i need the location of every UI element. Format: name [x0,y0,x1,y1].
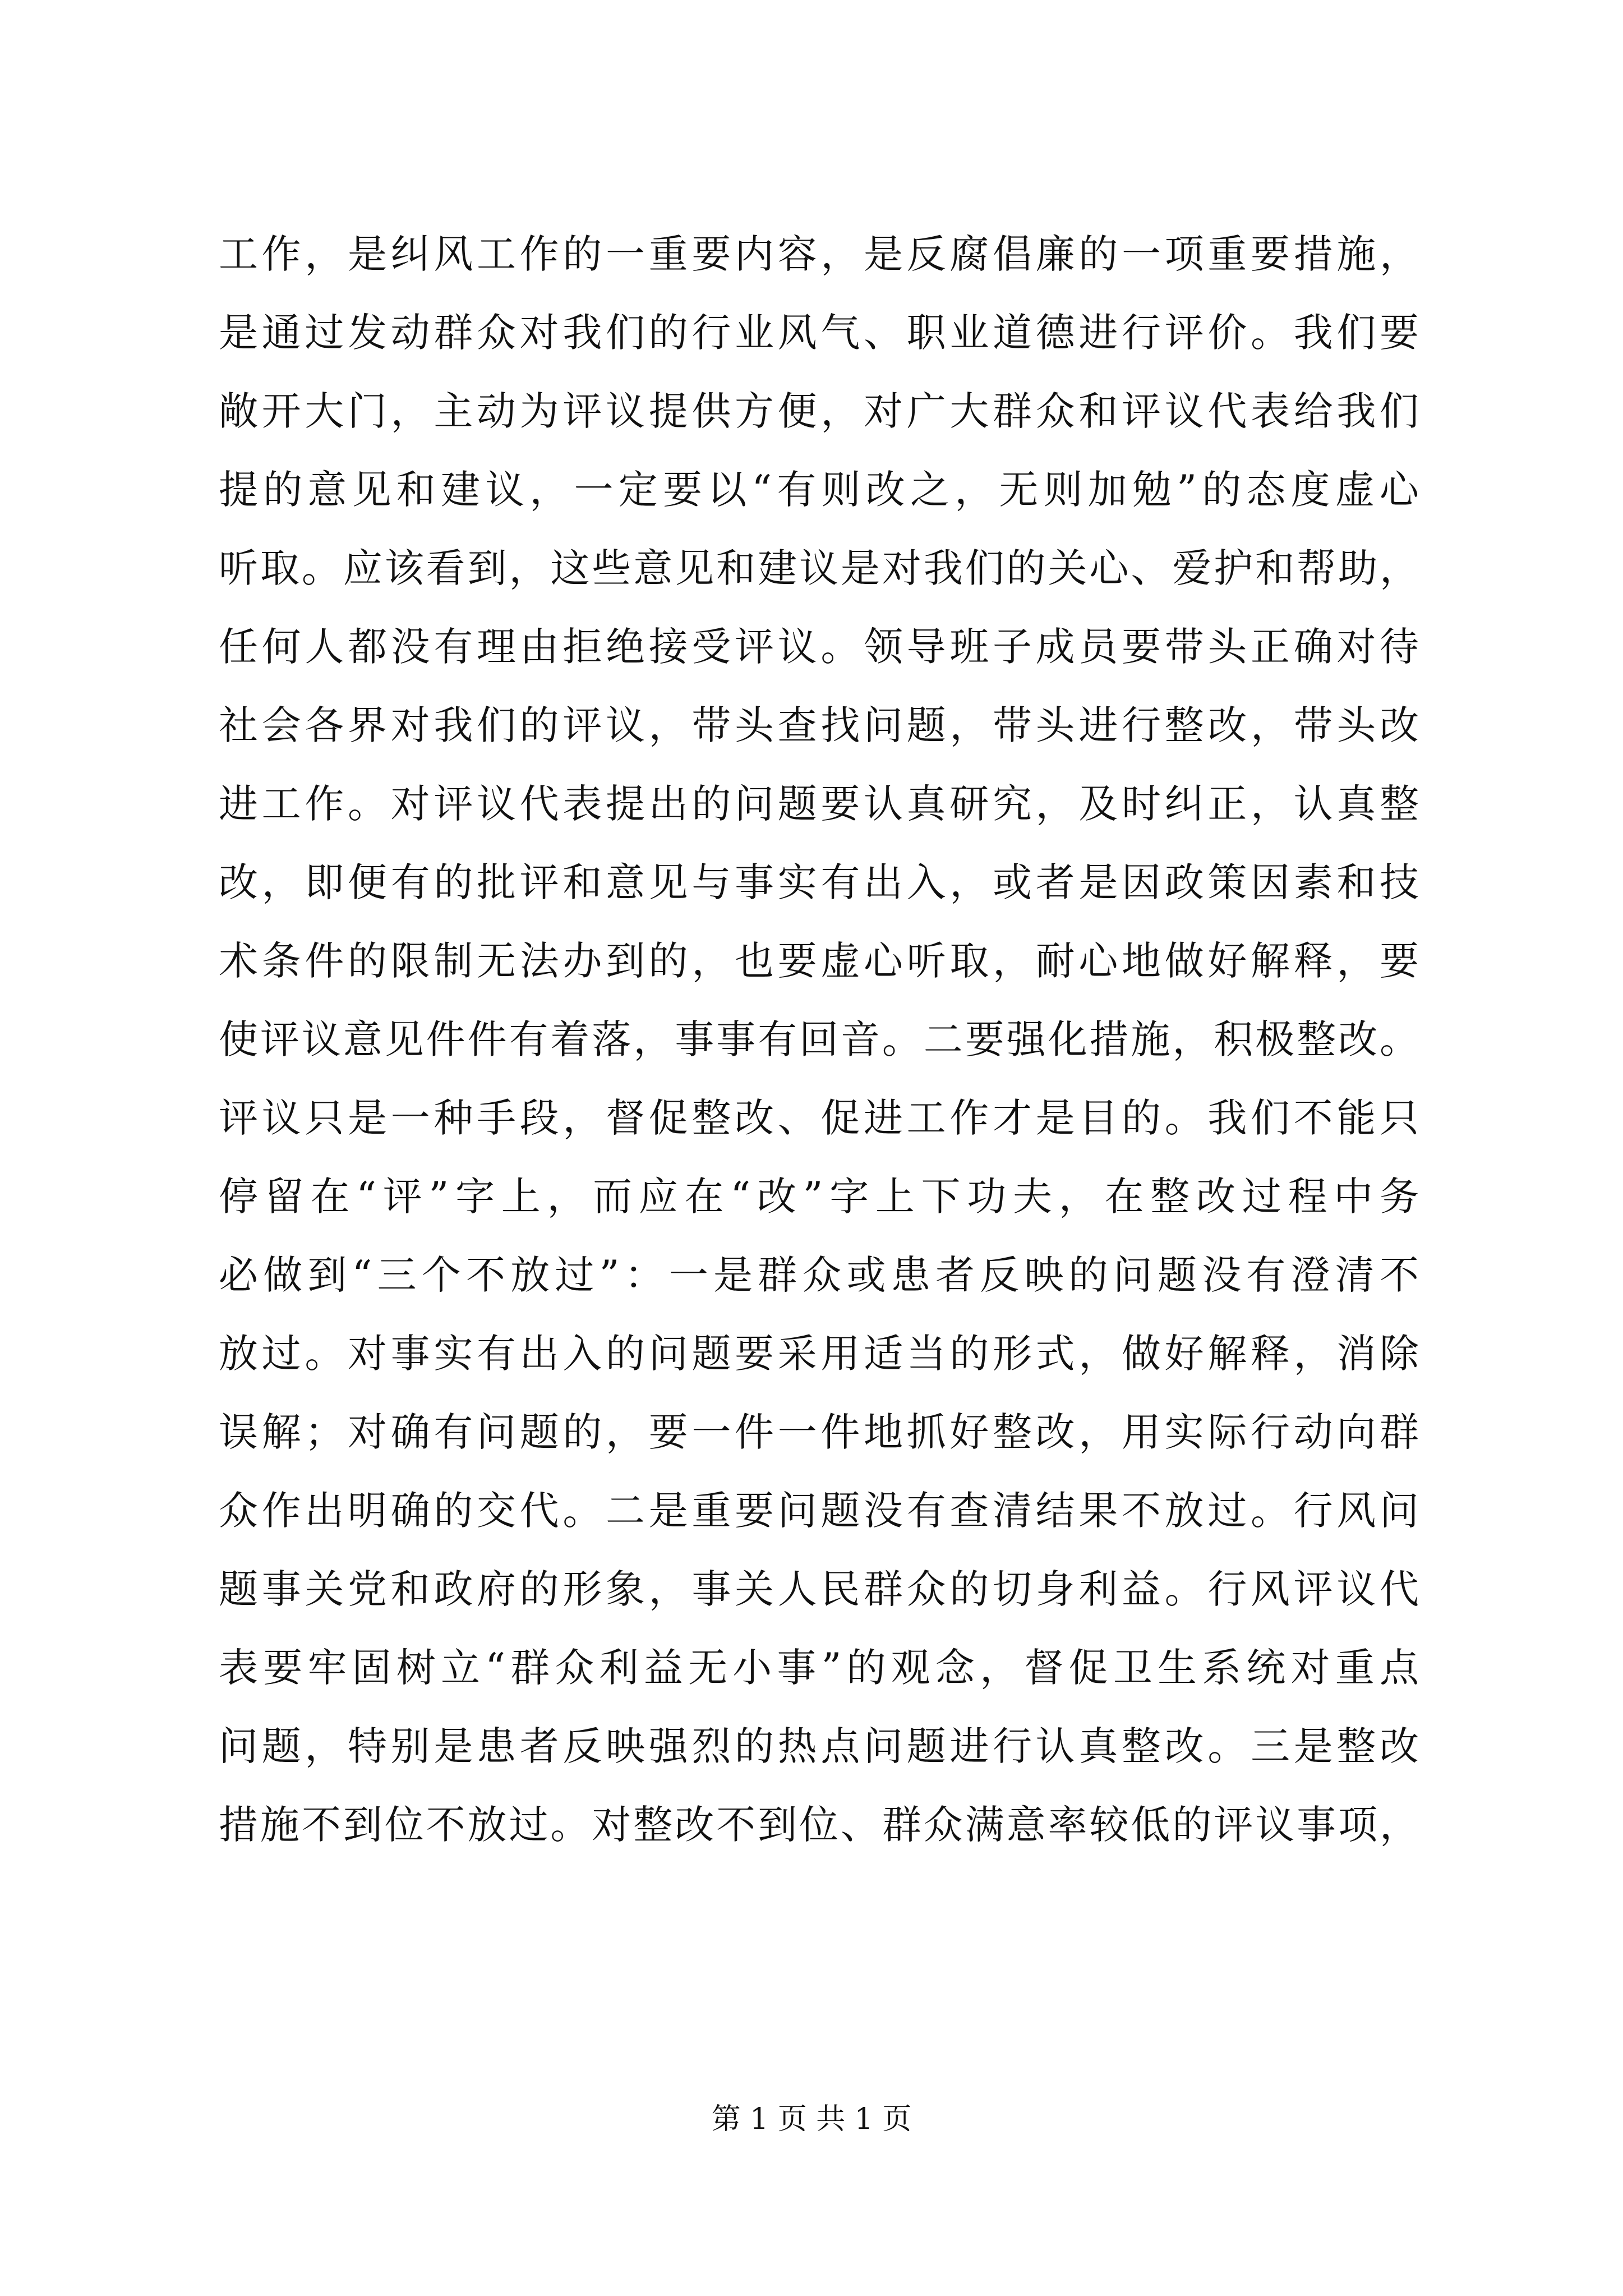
text-line: 社会各界对我们的评议，带头查找问题，带头进行整改，带头改 [219,702,1419,748]
text-line: 误解；对确有问题的，要一件一件地抓好整改，用实际行动向群 [219,1409,1419,1455]
page-footer [0,2097,1623,2142]
text-line: 放过。对事实有出入的问题要采用适当的形式，做好解释，消除 [219,1331,1419,1377]
text-line: 必做到“三个不放过”：一是群众或患者反映的问题没有澄清不 [219,1252,1419,1298]
text-line: 是通过发动群众对我们的行业风气、职业道德进行评价。我们要 [219,310,1419,356]
body-text [219,215,1419,1864]
text-line: 工作，是纠风工作的一重要内容，是反腐倡廉的一项重要措施， [219,231,1419,277]
text-line: 题事关党和政府的形象，事关人民群众的切身利益。行风评议代 [219,1566,1419,1612]
text-line: 术条件的限制无法办到的，也要虚心听取，耐心地做好解释，要 [219,938,1419,984]
text-line: 表要牢固树立“群众利益无小事”的观念，督促卫生系统对重点 [219,1645,1419,1691]
text-line: 任何人都没有理由拒绝接受评议。领导班子成员要带头正确对待 [219,624,1419,670]
text-line: 敞开大门，主动为评议提供方便，对广大群众和评议代表给我们 [219,388,1419,434]
text-line: 停留在“评”字上，而应在“改”字上下功夫，在整改过程中务 [219,1174,1419,1220]
text-line: 听取。应该看到，这些意见和建议是对我们的关心、爱护和帮助， [219,545,1419,591]
text-line: 众作出明确的交代。二是重要问题没有查清结果不放过。行风问 [219,1488,1419,1534]
text-line: 措施不到位不放过。对整改不到位、群众满意率较低的评议事项， [219,1802,1419,1848]
text-line: 提的意见和建议，一定要以“有则改之，无则加勉”的态度虚心 [219,467,1419,513]
text-line: 问题，特别是患者反映强烈的热点问题进行认真整改。三是整改 [219,1723,1419,1769]
text-line: 使评议意见件件有着落，事事有回音。二要强化措施，积极整改。 [219,1016,1419,1062]
text-line: 进工作。对评议代表提出的问题要认真研究，及时纠正，认真整 [219,781,1419,827]
text-line: 改，即便有的批评和意见与事实有出入，或者是因政策因素和技 [219,859,1419,905]
text-line: 评议只是一种手段，督促整改、促进工作才是目的。我们不能只 [219,1095,1419,1141]
page-number-label: 第 1 页 共 1 页 [711,2102,912,2136]
